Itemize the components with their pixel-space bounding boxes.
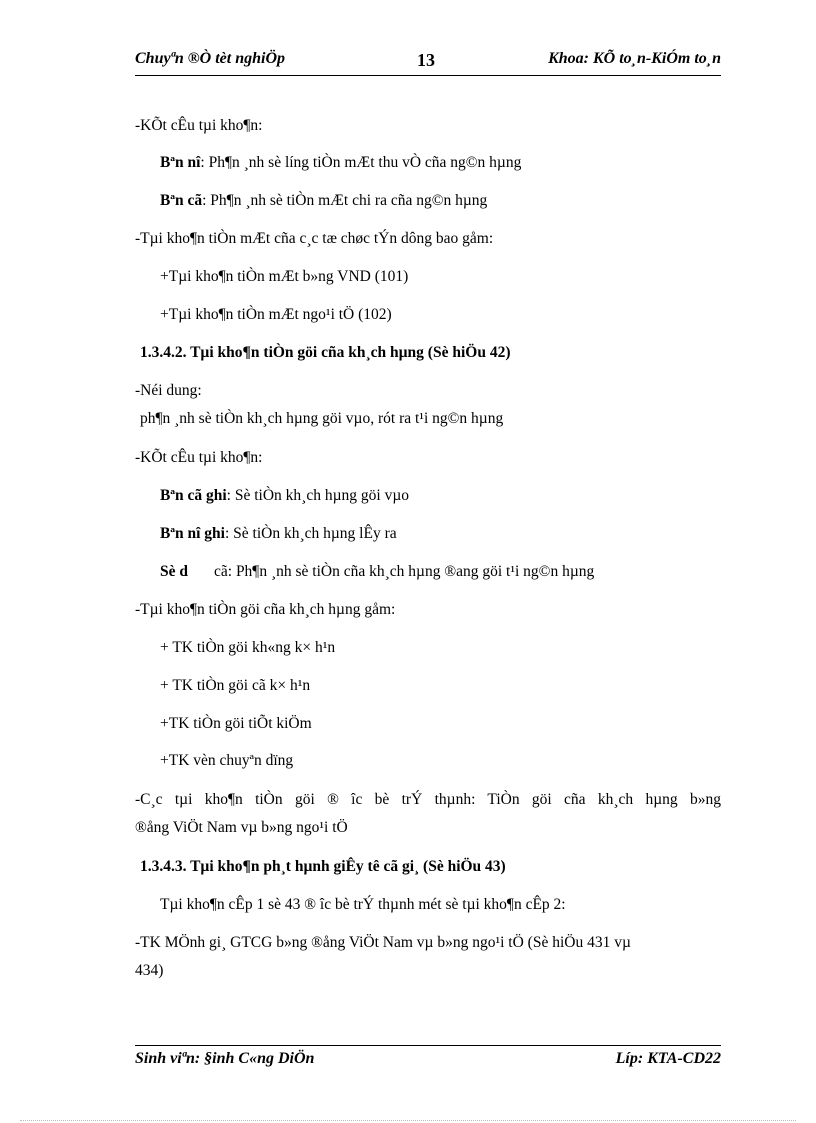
text-line: Tµi kho¶n cÊp 1 sè 43 ® îc bè trÝ thµnh mét sè tµi kho¶n cÊp 2: — [160, 896, 566, 913]
term-label: Bªn nî — [160, 154, 201, 171]
section-heading: 1.3.4.3. Tµi kho¶n ph¸t hµnh giÊy tê cã gi¸ (Sè hiÖu 43) — [140, 858, 506, 875]
term-text: : Ph¶n ¸nh sè líng tiÒn mÆt thu vÒ cña ng©n hµng — [200, 154, 522, 171]
term-text: : Sè tiÒn kh¸ch hµng göi vµo — [226, 487, 409, 504]
page-header — [135, 50, 721, 76]
page-number: 13 — [417, 50, 435, 70]
term-label: Sè d — [160, 563, 188, 580]
header-rule — [135, 75, 721, 76]
term-text: : Sè tiÒn kh¸ch hµng lÊy ra — [224, 525, 397, 542]
page-footer — [135, 1050, 721, 1074]
text-line: + TK tiÒn göi kh«ng k× h¹n — [160, 639, 336, 656]
footer-student: Sinh viªn: §inh C«ng DiÖn — [135, 1050, 315, 1067]
header-title: Chuyªn ®Ò tèt nghiÖp — [135, 50, 286, 67]
term-text: cã: Ph¶n ¸nh sè tiÒn cña kh¸ch hµng ®ang göi t¹i ng©n hµng — [214, 563, 595, 580]
text-line: 434) — [135, 962, 164, 979]
text-line: +TK vèn chuyªn dïng — [160, 752, 294, 769]
text-line: -C¸c tµi kho¶n tiÒn göi ® îc bè trÝ thµnh: TiÒn göi cña kh¸ch hµng b»ng — [135, 791, 721, 808]
section-heading: 1.3.4.2. Tµi kho¶n tiÒn göi cña kh¸ch hµng (Sè hiÖu 42) — [140, 344, 511, 361]
page-edge-divider — [20, 1120, 796, 1121]
text-line — [160, 524, 397, 544]
text-line: -KÕt cÊu tµi kho¶n: — [135, 449, 263, 466]
text-line: + TK tiÒn göi cã k× h¹n — [160, 677, 311, 694]
text-line: ®ång ViÖt Nam vµ b»ng ngo¹i tÖ — [135, 819, 348, 836]
text-line: -Néi dung: — [135, 382, 202, 399]
text-line: +Tµi kho¶n tiÒn mÆt b»ng VND (101) — [160, 268, 409, 285]
footer-rule — [135, 1045, 721, 1046]
footer-class: Líp: KTA-CD22 — [615, 1050, 721, 1067]
text-line — [160, 486, 409, 506]
text-line: +Tµi kho¶n tiÒn mÆt ngo¹i tÖ (102) — [160, 306, 392, 323]
text-line — [160, 191, 487, 211]
text-line: -Tµi kho¶n tiÒn göi cña kh¸ch hµng gåm: — [135, 601, 396, 618]
term-text: : Ph¶n ¸nh sè tiÒn mÆt chi ra cña ng©n hµng — [202, 192, 488, 209]
text-line: ph¶n ¸nh sè tiÒn kh¸ch hµng göi vµo, rót ra t¹i ng©n hµng — [140, 410, 504, 427]
text-line: -TK MÖnh gi¸ GTCG b»ng ®ång ViÖt Nam vµ b»ng ngo¹i tÖ (Sè hiÖu 431 vµ — [135, 934, 631, 951]
text-line — [160, 153, 521, 173]
term-label: Bªn nî ghi — [160, 525, 225, 542]
text-line: -KÕt cÊu tµi kho¶n: — [135, 117, 263, 134]
term-label: Bªn cã — [160, 192, 203, 209]
header-faculty: Khoa: KÕ to¸n-KiÓm to¸n — [548, 50, 721, 67]
text-line: +TK tiÒn göi tiÕt kiÖm — [160, 715, 312, 732]
text-line — [160, 562, 594, 582]
term-label: Bªn cã ghi — [160, 487, 227, 504]
text-line: -Tµi kho¶n tiÒn mÆt cña c¸c tæ chøc tÝn dông bao gåm: — [135, 230, 494, 247]
